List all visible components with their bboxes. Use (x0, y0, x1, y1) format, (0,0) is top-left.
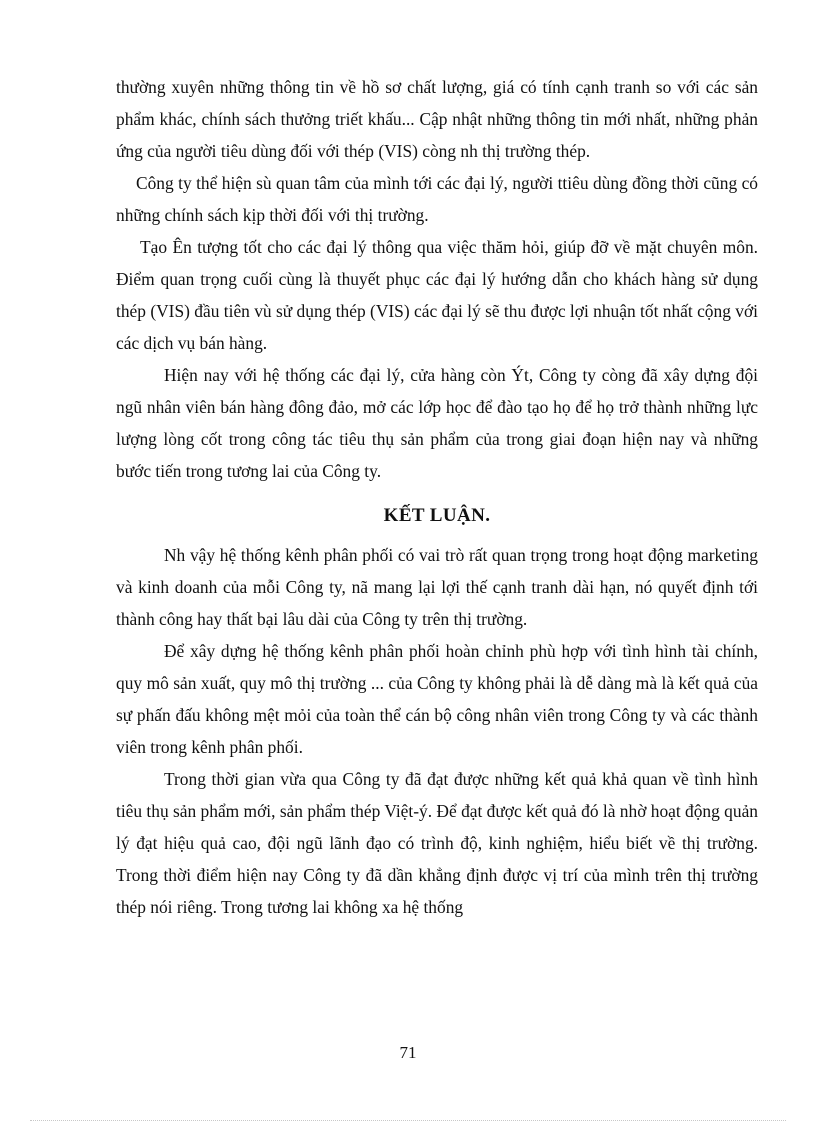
page-bottom-divider (30, 1120, 786, 1121)
paragraph-dealer-impression: Tạo Ên tượng tốt cho các đại lý thông qua việc thăm hỏi, giúp đỡ về mặt chuyên môn. Điểm quan trọng cuối cùng là thuyết phục các đại lý hướng dẫn cho khách hàng sử dụng thép (VIS) đầu tiên vù sử dụng thép (VIS) các đại lý sẽ thu được lợi nhuận tốt nhất cộng với các dịch vụ bán hàng. (116, 237, 758, 353)
paragraph-continuation: thường xuyên những thông tin về hồ sơ chất lượng, giá có tính cạnh tranh so với các sản phẩm khác, chính sách thưởng triết khấu... Cập nhật những thông tin mới nhất, những phản ứng của người tiêu dùng đối với thép (VIS) còng nh thị trường thép. (116, 77, 758, 161)
paragraph-sales-staff: Hiện nay với hệ thống các đại lý, cửa hàng còn Ýt, Công ty còng đã xây dựng đội ngũ nhân viên bán hàng đông đảo, mở các lớp học để đào tạo họ để họ trở thành những lực lượng lòng cốt trong công tác tiêu thụ sản phẩm của trong giai đoạn hiện nay và những bước tiến trong tương lai của Công ty. (116, 365, 758, 481)
paragraph-build-channel: Để xây dựng hệ thống kênh phân phối hoàn chỉnh phù hợp với tình hình tài chính, quy mô sản xuất, quy mô thị trường ... của Công ty không phải là dễ dàng mà là kết quả của sự phấn đấu không mệt mỏi của toàn thể cán bộ công nhân viên trong Công ty và các thành viên trong kênh phân phối. (116, 641, 758, 757)
section-heading-conclusion: KẾT LUẬN. (383, 505, 491, 526)
paragraph-distribution-role: Nh vậy hệ thống kênh phân phối có vai trò rất quan trọng trong hoạt động marketing và kinh doanh của mỗi Công ty, nã mang lại lợi thế cạnh tranh dài hạn, nó quyết định tới thành công hay thất bại lâu dài của Công ty trên thị trường. (116, 545, 758, 629)
paragraph-company-attention: Công ty thể hiện sù quan tâm của mình tới các đại lý, người ttiêu dùng đồng thời cũng có những chính sách kịp thời đối với thị trường. (116, 173, 758, 225)
body-text (116, 71, 758, 923)
page-number: 71 (399, 1043, 417, 1062)
paragraph-recent-results: Trong thời gian vừa qua Công ty đã đạt được những kết quả khả quan về tình hình tiêu thụ sản phẩm mới, sản phẩm thép Việt-ý. Để đạt được kết quả đó là nhờ hoạt động quản lý đạt hiệu quả cao, đội ngũ lãnh đạo có trình độ, kinh nghiệm, hiểu biết về thị trường. Trong thời điểm hiện nay Công ty đã dần khẳng định được vị trí của mình trên thị trường thép nói riêng. Trong tương lai không xa hệ thống (116, 769, 758, 917)
